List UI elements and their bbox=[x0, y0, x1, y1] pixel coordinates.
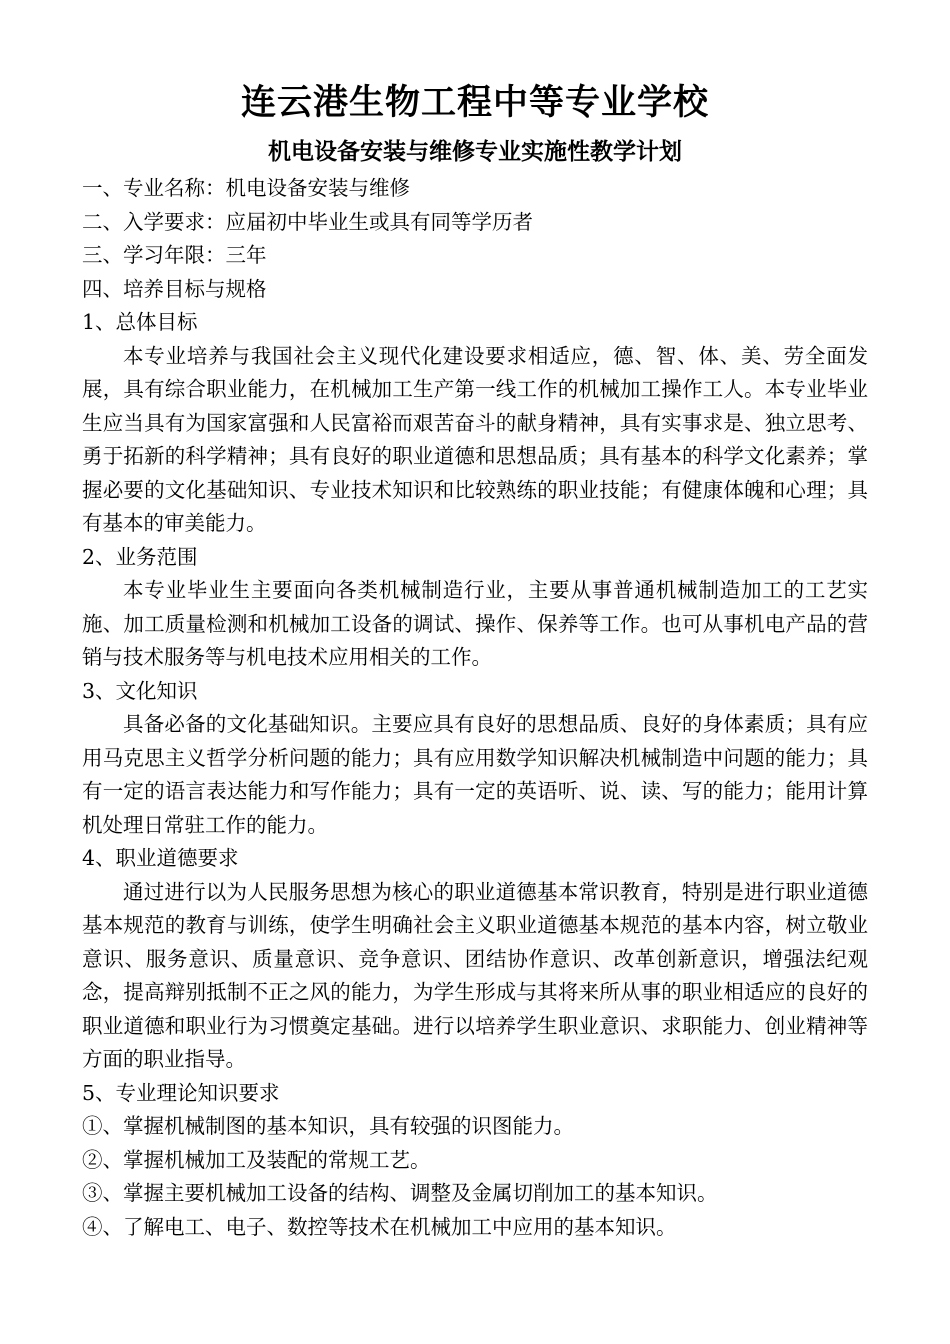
section-heading-business-scope: 2、业务范围 bbox=[82, 544, 198, 569]
list-item: ①、掌握机械制图的基本知识，具有较强的识图能力。 bbox=[82, 1114, 574, 1138]
admission-requirement-line: 二、入学要求：应届初中毕业生或具有同等学历者 bbox=[82, 209, 533, 234]
document-page bbox=[82, 74, 868, 1244]
section-heading-professional-ethics: 4、职业道德要求 bbox=[82, 846, 239, 870]
major-name-line: 一、专业名称：机电设备安装与维修 bbox=[82, 176, 410, 200]
section-heading-cultural-knowledge: 3、文化知识 bbox=[82, 678, 198, 703]
plan-subtitle: 机电设备安装与维修专业实施性教学计划 bbox=[268, 139, 682, 165]
training-goals-heading: 四、培养目标与规格 bbox=[82, 276, 267, 301]
section-body-professional-ethics: 通过进行以为人民服务思想为核心的职业道德基本常识教育，特别是进行职业道德基本规范的教育与训练，使学生明确社会主义职业道德基本规范的基本内容，树立敬业意识、服务意识、质量意识、竞争意识、团结协作意识、改革创新意识，增强法纪观念，提高辩别抵制不正之风的能力，为学生形成与其将来所从事的职业相适应的良好的职业道德和职业行为习惯奠定基础。进行以培养学生职业意识、求职能力、创业精神等方面的职业指导。 bbox=[82, 879, 868, 1071]
list-item: ③、掌握主要机械加工设备的结构、调整及金属切削加工的基本知识。 bbox=[82, 1181, 718, 1205]
section-heading-theory-requirements: 5、专业理论知识要求 bbox=[82, 1080, 280, 1105]
section-body-business-scope: 本专业毕业生主要面向各类机械制造行业，主要从事普通机械制造加工的工艺实施、加工质量检测和机械加工设备的调试、操作、保养等工作。也可从事机电产品的营销与技术服务等与机电技术应用相关的工作。 bbox=[82, 578, 868, 669]
school-title: 连云港生物工程中等专业学校 bbox=[240, 83, 709, 123]
section-body-cultural-knowledge: 具备必备的文化基础知识。主要应具有良好的思想品质、良好的身体素质；具有应用马克思主义哲学分析问题的能力；具有应用数学知识解决机械制造中问题的能力；具有一定的语言表达能力和写作能力；具有一定的英语听、说、读、写的能力；能用计算机处理日常驻工作的能力。 bbox=[82, 712, 868, 837]
section-heading-overall-goal: 1、总体目标 bbox=[82, 310, 198, 334]
study-duration-line: 三、学习年限：三年 bbox=[82, 243, 267, 267]
section-body-overall-goal: 本专业培养与我国社会主义现代化建设要求相适应，德、智、体、美、劳全面发展，具有综合职业能力，在机械加工生产第一线工作的机械加工操作工人。本专业毕业生应当具有为国家富强和人民富裕而艰苦奋斗的献身精神，具有实事求是、独立思考、勇于拓新的科学精神；具有良好的职业道德和思想品质；具有基本的科学文化素养；掌握必要的文化基础知识、专业技术知识和比较熟练的职业技能；有健康体魄和心理；具有基本的审美能力。 bbox=[82, 343, 868, 535]
list-item: ④、了解电工、电子、数控等技术在机械加工中应用的基本知识。 bbox=[82, 1214, 677, 1239]
list-item: ②、掌握机械加工及装配的常规工艺。 bbox=[82, 1147, 431, 1172]
